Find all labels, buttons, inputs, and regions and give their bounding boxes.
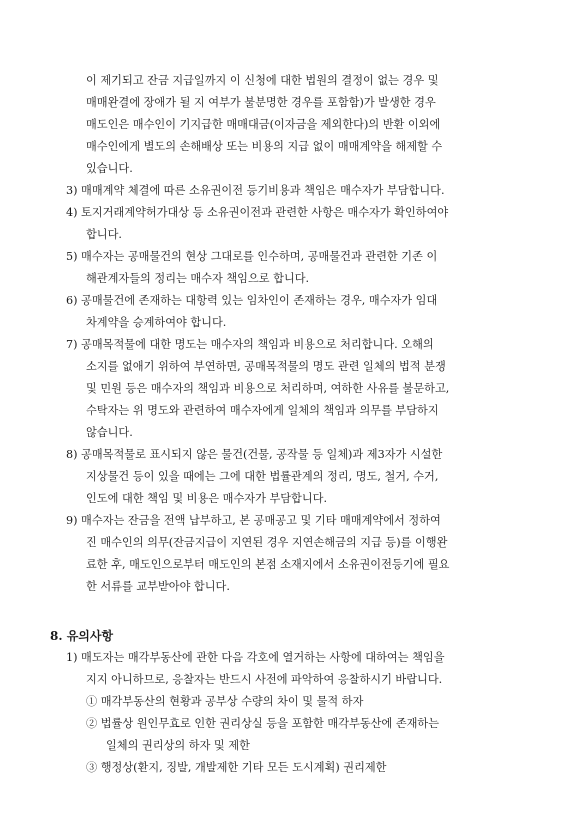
text-line: 수탁자는 위 명도와 관련하여 매수자에게 일체의 책임과 의무를 부담하지	[86, 404, 439, 417]
text-line: 진 매수인의 의무(잔금지급이 지연된 경우 지연손해금의 지급 등)를 이행완	[86, 536, 448, 549]
text-line: 이 제기되고 잔금 지급일까지 이 신청에 대한 법원의 결정이 없는 경우 및	[86, 74, 439, 87]
sub-item-1: ① 매각부동산의 현황과 공부상 수량의 차이 및 물적 하자	[86, 695, 364, 708]
section-heading: 8. 유의사항	[50, 629, 114, 643]
text-line: 료한 후, 매도인으로부터 매도인의 본점 소재지에서 소유권이전등기에 필요	[86, 558, 450, 571]
text-line: 차계약을 승계하여야 합니다.	[86, 316, 227, 329]
text-line: 있습니다.	[86, 162, 133, 175]
list-item-4: 4) 토지거래계약허가대상 등 소유권이전과 관련한 사항은 매수자가 확인하여야	[66, 206, 449, 219]
text-line: 한 서류를 교부받아야 합니다.	[86, 580, 230, 593]
list-item-5: 5) 매수자는 공매물건의 현상 그대로를 인수하며, 공매물건과 관련한 기존 이	[66, 250, 438, 263]
list-item-6: 6) 공매물건에 존재하는 대항력 있는 임차인이 존재하는 경우, 매수자가 임대	[66, 294, 438, 307]
text-line: 해관계자들의 정리는 매수자 책임으로 합니다.	[86, 272, 310, 285]
list-item-3: 3) 매매계약 체결에 따른 소유권이전 등기비용과 책임은 매수자가 부담합니다.	[66, 184, 445, 197]
text-line: 합니다.	[86, 228, 122, 241]
list-item-9: 9) 매수자는 잔금을 전액 납부하고, 본 공매공고 및 기타 매매계약에서 정하여	[66, 514, 441, 527]
list-item-7: 7) 공매목적물에 대한 명도는 매수자의 책임과 비용으로 처리합니다. 오해의	[66, 338, 434, 351]
text-line: 지상물건 등이 있을 때에는 그에 대한 법률관계의 정리, 명도, 철거, 수거,	[86, 470, 439, 483]
sub-item-2: ② 법률상 원인무효로 인한 권리상실 등을 포함한 매각부동산에 존재하는	[86, 717, 440, 730]
text-line: 인도에 대한 책임 및 비용은 매수자가 부담합니다.	[86, 492, 328, 505]
text-line: 소지를 없애기 위하여 부연하면, 공매목적물의 명도 관련 일체의 법적 분쟁	[86, 360, 446, 373]
text-line: 매도인은 매수인이 기지급한 매매대금(이자금을 제외한다)의 반환 이외에	[86, 118, 441, 131]
text-line: 일체의 권리상의 하자 및 제한	[106, 739, 250, 752]
list-item-1: 1) 매도자는 매각부동산에 관한 다음 각호에 열거하는 사항에 대하여는 책임을	[66, 651, 445, 664]
text-line: 매매완결에 장애가 될 지 여부가 불분명한 경우를 포함함)가 발생한 경우	[86, 96, 436, 109]
sub-item-3: ③ 행정상(환지, 징발, 개발제한 기타 모든 도시계획) 권리제한	[86, 761, 387, 774]
text-line: 않습니다.	[86, 426, 133, 439]
text-line: 지지 아니하므로, 응찰자는 반드시 사전에 파악하여 응찰하시기 바랍니다.	[86, 673, 443, 686]
text-line: 및 민원 등은 매수자의 책임과 비용으로 처리하며, 여하한 사유를 불문하고,	[86, 382, 450, 395]
list-item-8: 8) 공매목적물로 표시되지 않은 물건(건물, 공작물 등 일체)과 제3자가 시설한	[66, 448, 443, 461]
text-line: 매수인에게 별도의 손해배상 또는 비용의 지급 없이 매매계약을 해제할 수	[86, 140, 443, 153]
